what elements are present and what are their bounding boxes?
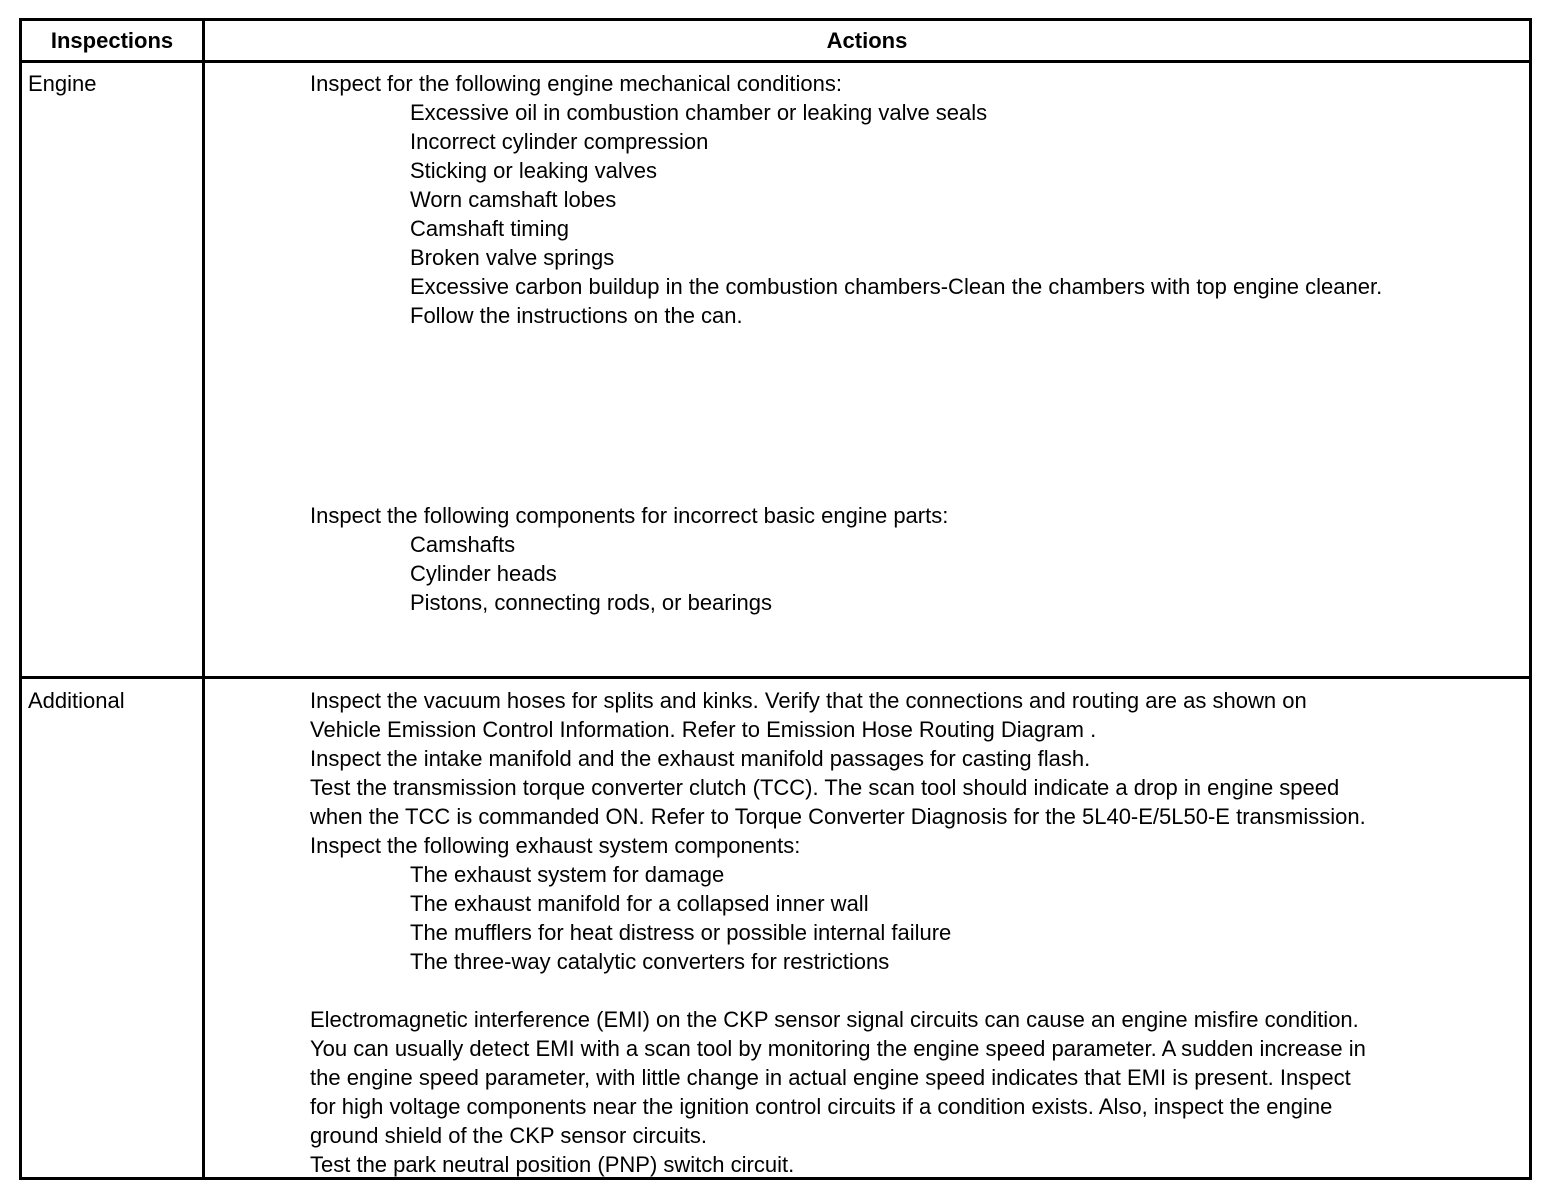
list-item: Sticking or leaking valves bbox=[410, 158, 658, 183]
action-line: Inspect the following exhaust system components: bbox=[310, 833, 801, 858]
action-line: Inspect the vacuum hoses for splits and kinks. Verify that the connections and routing are as shown on bbox=[310, 688, 1307, 713]
list-item: Camshafts bbox=[410, 532, 516, 557]
list-item: Pistons, connecting rods, or bearings bbox=[410, 590, 772, 615]
list-item: Cylinder heads bbox=[410, 561, 557, 586]
spacer-line bbox=[310, 976, 1366, 1005]
additional-actions-block bbox=[310, 686, 1366, 1179]
list-item: Follow the instructions on the can. bbox=[410, 303, 743, 328]
list-item: Incorrect cylinder compression bbox=[410, 129, 709, 154]
engine-parts-intro: Inspect the following components for incorrect basic engine parts: bbox=[310, 503, 949, 528]
list-item: Worn camshaft lobes bbox=[410, 187, 617, 212]
table-header bbox=[22, 21, 1529, 63]
action-line: Vehicle Emission Control Information. Refer to Emission Hose Routing Diagram . bbox=[310, 717, 1097, 742]
emi-line: for high voltage components near the ignition control circuits if a condition exists. Also, inspect the engine bbox=[310, 1094, 1333, 1119]
engine-mechanical-block bbox=[310, 69, 1382, 330]
action-line: Inspect the intake manifold and the exhaust manifold passages for casting flash. bbox=[310, 746, 1091, 771]
list-item: The mufflers for heat distress or possible internal failure bbox=[410, 920, 952, 945]
header-actions: Actions bbox=[826, 28, 908, 53]
emi-line: the engine speed parameter, with little change in actual engine speed indicates that EMI is present. Inspect bbox=[310, 1065, 1351, 1090]
row-label-engine: Engine bbox=[28, 71, 97, 96]
emi-line: Test the park neutral position (PNP) switch circuit. bbox=[310, 1152, 795, 1177]
list-item: The three-way catalytic converters for restrictions bbox=[410, 949, 890, 974]
engine-mechanical-intro: Inspect for the following engine mechanical conditions: bbox=[310, 71, 842, 96]
engine-parts-block bbox=[310, 501, 948, 617]
row-divider bbox=[22, 676, 1529, 679]
list-item: The exhaust manifold for a collapsed inner wall bbox=[410, 891, 869, 916]
column-divider bbox=[202, 21, 205, 1177]
list-item: Camshaft timing bbox=[410, 216, 569, 241]
list-item: Excessive carbon buildup in the combustion chambers-Clean the chambers with top engine cleaner. bbox=[410, 274, 1383, 299]
emi-line: Electromagnetic interference (EMI) on the CKP sensor signal circuits can cause an engine misfire condition. bbox=[310, 1007, 1359, 1032]
list-item: Excessive oil in combustion chamber or leaking valve seals bbox=[410, 100, 988, 125]
action-line: when the TCC is commanded ON. Refer to Torque Converter Diagnosis for the 5L40-E/5L50-E transmission. bbox=[310, 804, 1366, 829]
action-line: Test the transmission torque converter clutch (TCC). The scan tool should indicate a drop in engine speed bbox=[310, 775, 1340, 800]
row-label-additional: Additional bbox=[28, 688, 125, 713]
emi-line: ground shield of the CKP sensor circuits. bbox=[310, 1123, 708, 1148]
inspection-table bbox=[19, 18, 1532, 1180]
header-inspections: Inspections bbox=[50, 28, 174, 53]
emi-line: You can usually detect EMI with a scan tool by monitoring the engine speed parameter. A sudden increase in bbox=[310, 1036, 1366, 1061]
list-item: The exhaust system for damage bbox=[410, 862, 725, 887]
list-item: Broken valve springs bbox=[410, 245, 615, 270]
